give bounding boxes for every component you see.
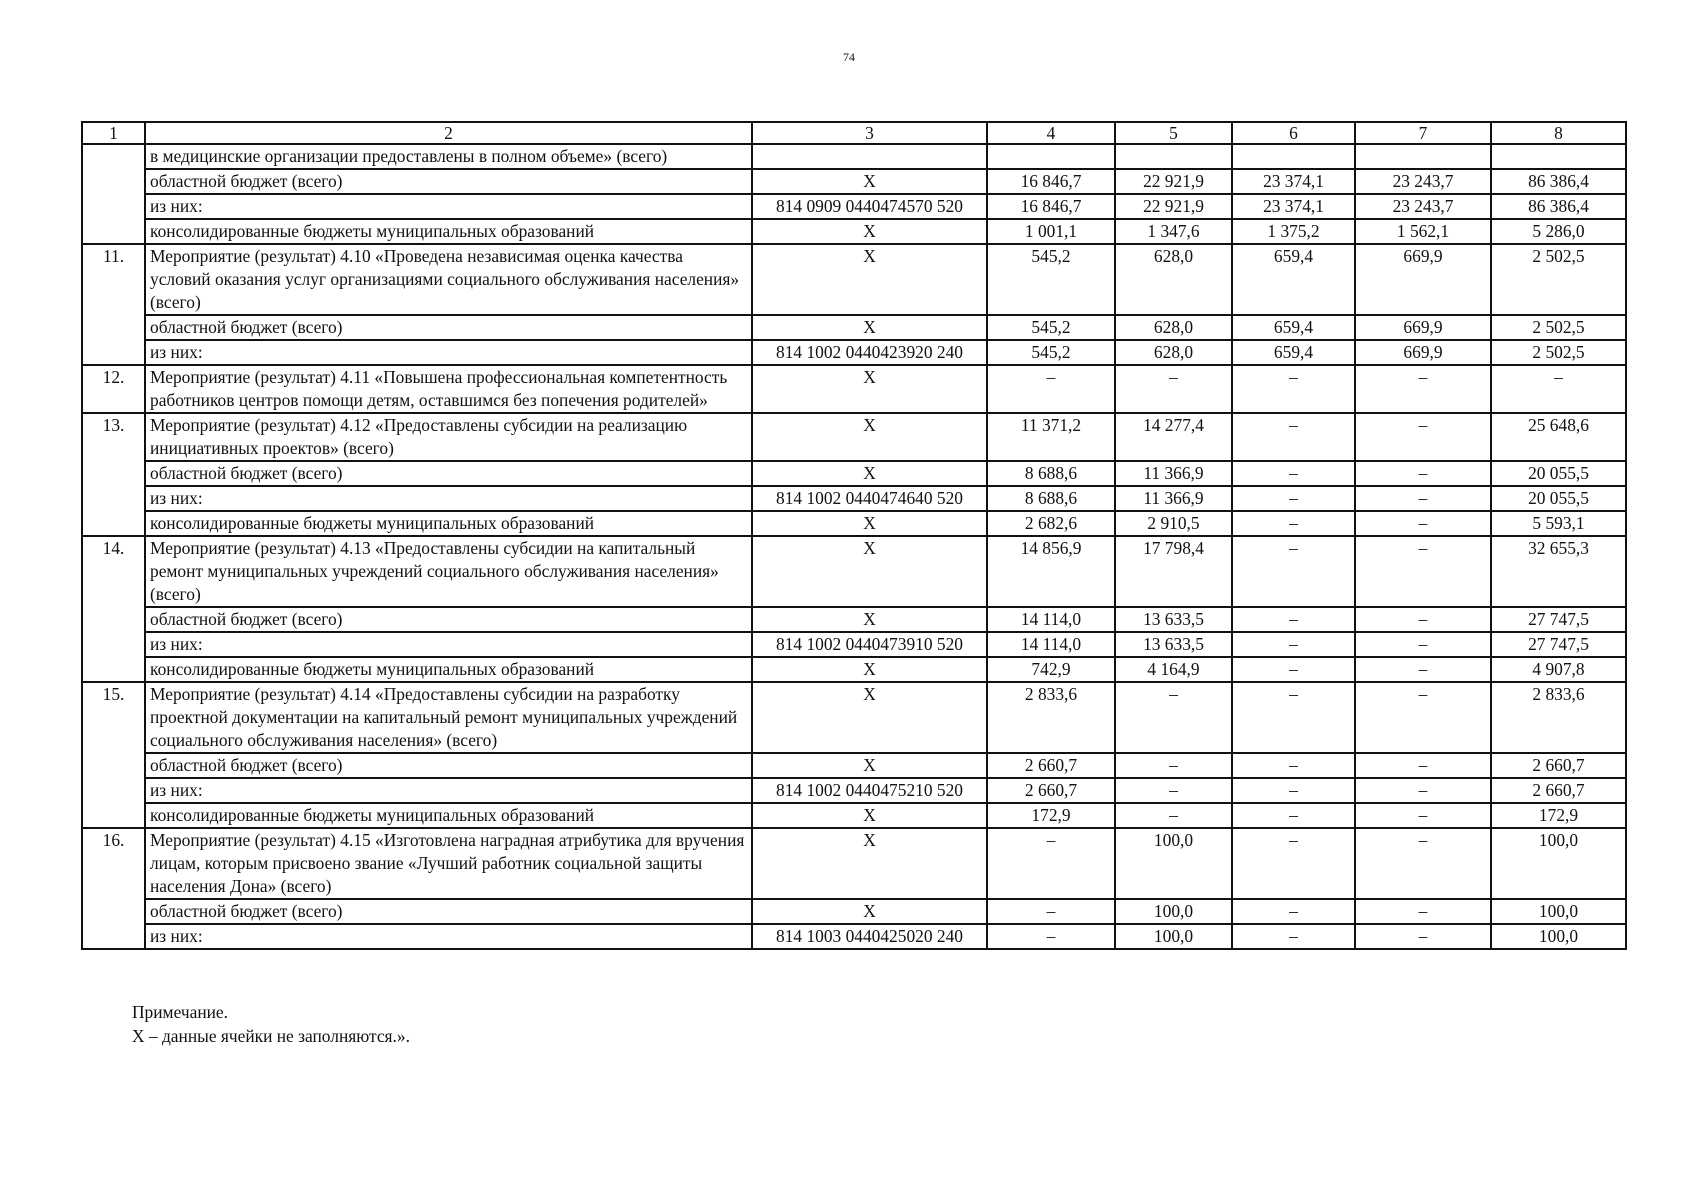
column-header: 1: [82, 122, 145, 144]
value-cell: 172,9: [987, 803, 1115, 828]
value-cell: –: [1115, 803, 1232, 828]
value-cell: 16 846,7: [987, 194, 1115, 219]
row-description: областной бюджет (всего): [145, 607, 752, 632]
budget-code: [752, 144, 987, 169]
value-cell: 628,0: [1115, 315, 1232, 340]
row-description: из них:: [145, 632, 752, 657]
value-cell: 1 001,1: [987, 219, 1115, 244]
value-cell: –: [1355, 924, 1491, 949]
row-description: в медицинские организации предоставлены в полном объеме» (всего): [145, 144, 752, 169]
value-cell: 23 243,7: [1355, 169, 1491, 194]
table-row: [82, 194, 1626, 219]
value-cell: 27 747,5: [1491, 632, 1626, 657]
value-cell: 86 386,4: [1491, 194, 1626, 219]
value-cell: 27 747,5: [1491, 607, 1626, 632]
value-cell: –: [1232, 899, 1355, 924]
note: [132, 1000, 410, 1048]
value-cell: 172,9: [1491, 803, 1626, 828]
value-cell: –: [1232, 607, 1355, 632]
value-cell: 22 921,9: [1115, 169, 1232, 194]
value-cell: –: [1115, 365, 1232, 413]
row-description: областной бюджет (всего): [145, 315, 752, 340]
value-cell: –: [1355, 461, 1491, 486]
value-cell: 2 682,6: [987, 511, 1115, 536]
row-description: консолидированные бюджеты муниципальных образований: [145, 803, 752, 828]
value-cell: –: [1355, 536, 1491, 607]
value-cell: 2 502,5: [1491, 244, 1626, 315]
value-cell: –: [1355, 803, 1491, 828]
value-cell: 2 660,7: [987, 753, 1115, 778]
value-cell: 100,0: [1491, 924, 1626, 949]
budget-code: X: [752, 753, 987, 778]
budget-code: X: [752, 365, 987, 413]
value-cell: 545,2: [987, 315, 1115, 340]
value-cell: –: [1355, 899, 1491, 924]
header-row: [82, 122, 1626, 144]
value-cell: –: [1232, 461, 1355, 486]
row-description: консолидированные бюджеты муниципальных образований: [145, 219, 752, 244]
value-cell: 1 347,6: [1115, 219, 1232, 244]
value-cell: 5 286,0: [1491, 219, 1626, 244]
value-cell: 4 164,9: [1115, 657, 1232, 682]
value-cell: 659,4: [1232, 244, 1355, 315]
table-row: [82, 511, 1626, 536]
row-description: Мероприятие (результат) 4.14 «Предоставлены субсидии на разработку проектной документации на капитальный ремонт муниципальных учреждений социального обслуживания населения» (всего): [145, 682, 752, 753]
value-cell: 669,9: [1355, 244, 1491, 315]
table-row: [82, 536, 1626, 607]
value-cell: 20 055,5: [1491, 486, 1626, 511]
value-cell: 669,9: [1355, 340, 1491, 365]
budget-code: 814 1002 0440423920 240: [752, 340, 987, 365]
value-cell: 659,4: [1232, 340, 1355, 365]
value-cell: –: [1232, 924, 1355, 949]
value-cell: 2 910,5: [1115, 511, 1232, 536]
row-description: из них:: [145, 486, 752, 511]
row-description: областной бюджет (всего): [145, 461, 752, 486]
value-cell: 100,0: [1115, 924, 1232, 949]
row-number: 13.: [82, 413, 145, 536]
value-cell: [1115, 144, 1232, 169]
table-row: [82, 169, 1626, 194]
value-cell: 2 660,7: [987, 778, 1115, 803]
budget-code: X: [752, 899, 987, 924]
value-cell: 545,2: [987, 244, 1115, 315]
value-cell: –: [1232, 778, 1355, 803]
budget-code: X: [752, 219, 987, 244]
table-row: [82, 340, 1626, 365]
value-cell: 2 660,7: [1491, 778, 1626, 803]
value-cell: 100,0: [1491, 899, 1626, 924]
column-header: 2: [145, 122, 752, 144]
value-cell: 8 688,6: [987, 486, 1115, 511]
value-cell: 11 366,9: [1115, 486, 1232, 511]
table-row: [82, 607, 1626, 632]
value-cell: [1355, 144, 1491, 169]
value-cell: 14 277,4: [1115, 413, 1232, 461]
table-row: [82, 413, 1626, 461]
value-cell: 23 243,7: [1355, 194, 1491, 219]
value-cell: 5 593,1: [1491, 511, 1626, 536]
column-header: 4: [987, 122, 1115, 144]
table-row: [82, 144, 1626, 169]
table-row: [82, 657, 1626, 682]
value-cell: –: [987, 924, 1115, 949]
value-cell: –: [1115, 778, 1232, 803]
value-cell: –: [1355, 753, 1491, 778]
value-cell: 659,4: [1232, 315, 1355, 340]
value-cell: 14 856,9: [987, 536, 1115, 607]
budget-code: X: [752, 828, 987, 899]
row-description: из них:: [145, 924, 752, 949]
row-description: из них:: [145, 340, 752, 365]
budget-code: X: [752, 607, 987, 632]
row-description: Мероприятие (результат) 4.10 «Проведена независимая оценка качества условий оказания услуг организациями социального обслуживания населения» (всего): [145, 244, 752, 315]
budget-code: 814 1002 0440473910 520: [752, 632, 987, 657]
value-cell: –: [1115, 682, 1232, 753]
value-cell: –: [1115, 753, 1232, 778]
budget-code: X: [752, 169, 987, 194]
value-cell: 23 374,1: [1232, 194, 1355, 219]
row-number: 16.: [82, 828, 145, 949]
value-cell: –: [1232, 511, 1355, 536]
value-cell: –: [1355, 365, 1491, 413]
value-cell: 20 055,5: [1491, 461, 1626, 486]
table-row: [82, 365, 1626, 413]
note-title: Примечание.: [132, 1002, 228, 1022]
value-cell: 100,0: [1491, 828, 1626, 899]
budget-code: X: [752, 682, 987, 753]
row-number: 14.: [82, 536, 145, 682]
row-number: 11.: [82, 244, 145, 365]
value-cell: –: [1232, 657, 1355, 682]
row-number: 12.: [82, 365, 145, 413]
value-cell: 742,9: [987, 657, 1115, 682]
budget-code: X: [752, 461, 987, 486]
page-number: 74: [843, 50, 855, 64]
value-cell: 2 833,6: [1491, 682, 1626, 753]
row-number: [82, 144, 145, 244]
value-cell: 32 655,3: [1491, 536, 1626, 607]
table-row: [82, 682, 1626, 753]
value-cell: 11 371,2: [987, 413, 1115, 461]
value-cell: 13 633,5: [1115, 607, 1232, 632]
value-cell: 2 833,6: [987, 682, 1115, 753]
value-cell: –: [987, 365, 1115, 413]
value-cell: [1232, 144, 1355, 169]
row-description: Мероприятие (результат) 4.15 «Изготовлена наградная атрибутика для вручения лицам, которым присвоено звание «Лучший работник социальной защиты населения Дона» (всего): [145, 828, 752, 899]
budget-code: 814 1002 0440474640 520: [752, 486, 987, 511]
value-cell: 13 633,5: [1115, 632, 1232, 657]
value-cell: 669,9: [1355, 315, 1491, 340]
value-cell: –: [1232, 365, 1355, 413]
value-cell: –: [987, 899, 1115, 924]
budget-code: X: [752, 413, 987, 461]
value-cell: –: [1232, 486, 1355, 511]
table-row: [82, 753, 1626, 778]
value-cell: –: [987, 828, 1115, 899]
value-cell: –: [1355, 682, 1491, 753]
row-description: из них:: [145, 778, 752, 803]
value-cell: 628,0: [1115, 340, 1232, 365]
column-header: 3: [752, 122, 987, 144]
column-header: 8: [1491, 122, 1626, 144]
table-row: [82, 486, 1626, 511]
table-row: [82, 244, 1626, 315]
table-row: [82, 924, 1626, 949]
column-header: 6: [1232, 122, 1355, 144]
row-description: Мероприятие (результат) 4.13 «Предоставлены субсидии на капитальный ремонт муниципальных учреждений социального обслуживания населения» (всего): [145, 536, 752, 607]
column-header: 7: [1355, 122, 1491, 144]
value-cell: 628,0: [1115, 244, 1232, 315]
row-description: областной бюджет (всего): [145, 753, 752, 778]
budget-code: 814 0909 0440474570 520: [752, 194, 987, 219]
row-description: Мероприятие (результат) 4.11 «Повышена профессиональная компетентность работников центров помощи детям, оставшимся без попечения родителей»: [145, 365, 752, 413]
value-cell: –: [1355, 607, 1491, 632]
value-cell: 8 688,6: [987, 461, 1115, 486]
value-cell: –: [1232, 753, 1355, 778]
row-description: Мероприятие (результат) 4.12 «Предоставлены субсидии на реализацию инициативных проектов» (всего): [145, 413, 752, 461]
value-cell: [1491, 144, 1626, 169]
value-cell: 2 660,7: [1491, 753, 1626, 778]
budget-code: X: [752, 511, 987, 536]
note-text: Х – данные ячейки не заполняются.».: [132, 1026, 410, 1046]
value-cell: 100,0: [1115, 899, 1232, 924]
budget-code: X: [752, 657, 987, 682]
value-cell: 1 375,2: [1232, 219, 1355, 244]
value-cell: 2 502,5: [1491, 340, 1626, 365]
row-description: консолидированные бюджеты муниципальных образований: [145, 657, 752, 682]
value-cell: –: [1355, 511, 1491, 536]
value-cell: –: [1355, 657, 1491, 682]
value-cell: 4 907,8: [1491, 657, 1626, 682]
table-row: [82, 461, 1626, 486]
value-cell: [987, 144, 1115, 169]
table-row: [82, 899, 1626, 924]
value-cell: 16 846,7: [987, 169, 1115, 194]
value-cell: –: [1355, 778, 1491, 803]
table-row: [82, 828, 1626, 899]
table-row: [82, 803, 1626, 828]
value-cell: 17 798,4: [1115, 536, 1232, 607]
column-header: 5: [1115, 122, 1232, 144]
budget-code: X: [752, 244, 987, 315]
budget-code: X: [752, 536, 987, 607]
value-cell: 1 562,1: [1355, 219, 1491, 244]
table-row: [82, 778, 1626, 803]
value-cell: –: [1491, 365, 1626, 413]
value-cell: –: [1355, 486, 1491, 511]
value-cell: 25 648,6: [1491, 413, 1626, 461]
value-cell: 86 386,4: [1491, 169, 1626, 194]
value-cell: –: [1232, 413, 1355, 461]
table-row: [82, 315, 1626, 340]
value-cell: 22 921,9: [1115, 194, 1232, 219]
budget-code: X: [752, 803, 987, 828]
value-cell: –: [1232, 682, 1355, 753]
budget-code: X: [752, 315, 987, 340]
budget-table: [81, 121, 1627, 950]
value-cell: 23 374,1: [1232, 169, 1355, 194]
row-description: из них:: [145, 194, 752, 219]
budget-code: 814 1003 0440425020 240: [752, 924, 987, 949]
value-cell: –: [1232, 632, 1355, 657]
value-cell: 11 366,9: [1115, 461, 1232, 486]
value-cell: 14 114,0: [987, 632, 1115, 657]
value-cell: –: [1355, 828, 1491, 899]
value-cell: 545,2: [987, 340, 1115, 365]
value-cell: –: [1232, 803, 1355, 828]
row-description: областной бюджет (всего): [145, 899, 752, 924]
table-row: [82, 219, 1626, 244]
table-row: [82, 632, 1626, 657]
value-cell: 100,0: [1115, 828, 1232, 899]
value-cell: 2 502,5: [1491, 315, 1626, 340]
row-description: консолидированные бюджеты муниципальных образований: [145, 511, 752, 536]
value-cell: –: [1355, 413, 1491, 461]
budget-code: 814 1002 0440475210 520: [752, 778, 987, 803]
value-cell: –: [1355, 632, 1491, 657]
value-cell: –: [1232, 828, 1355, 899]
row-description: областной бюджет (всего): [145, 169, 752, 194]
row-number: 15.: [82, 682, 145, 828]
value-cell: –: [1232, 536, 1355, 607]
value-cell: 14 114,0: [987, 607, 1115, 632]
